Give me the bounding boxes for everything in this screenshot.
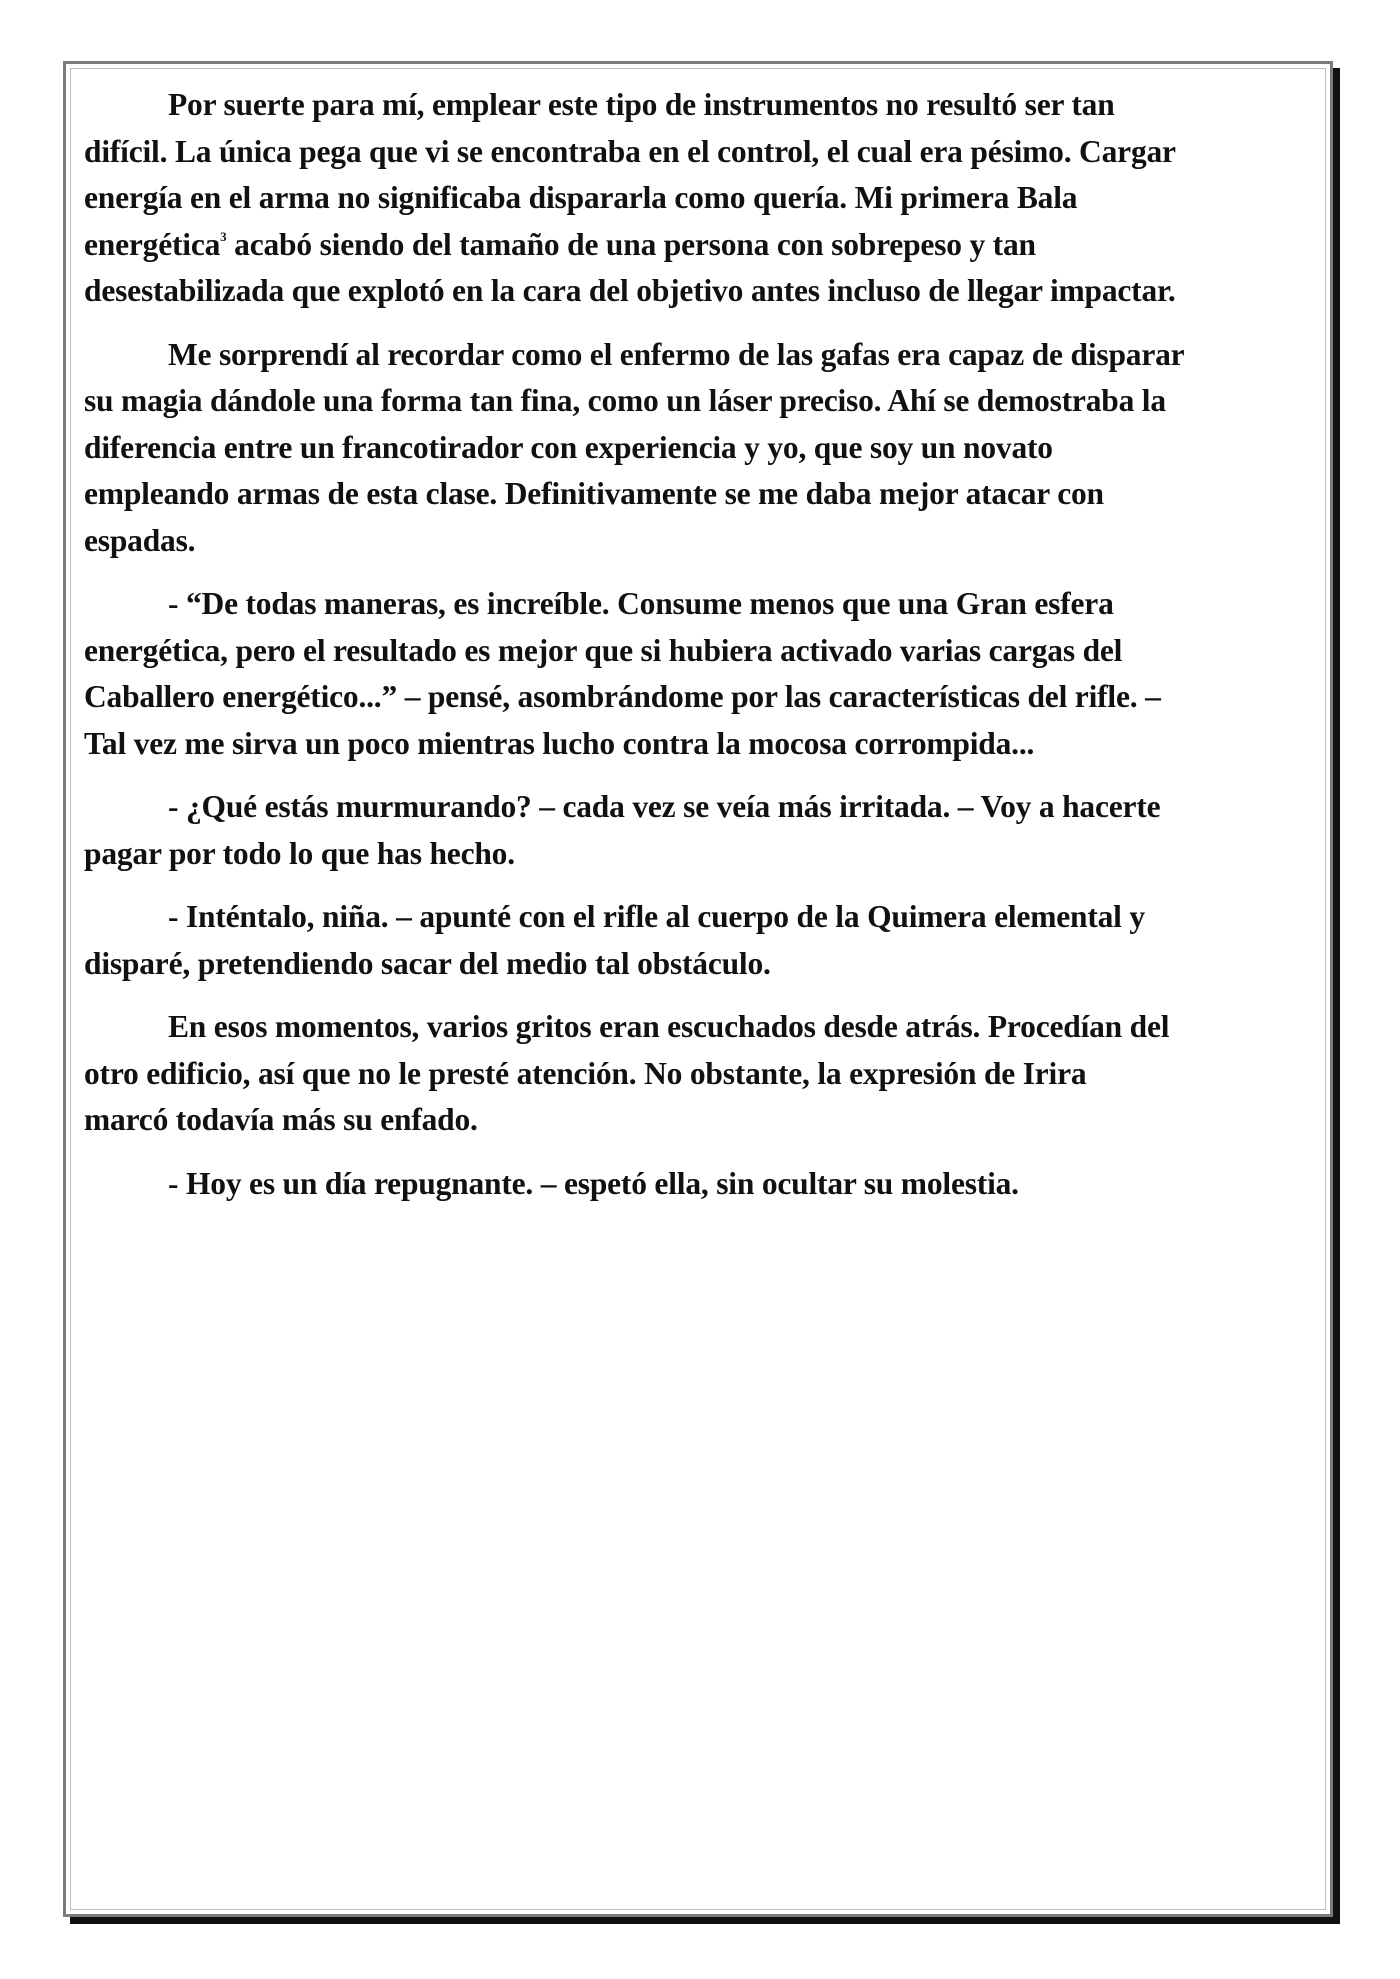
text-line: Caballero energético...” – pensé, asombrándome por las características del rifle. – (84, 679, 1161, 714)
text-segment: energética (84, 226, 221, 262)
text-line: pagar por todo lo que has hecho. (84, 835, 515, 871)
text-line: - Inténtalo, niña. – apunté con el rifle al cuerpo de la Quimera elemental y (168, 899, 1145, 934)
paragraph-7 (84, 1161, 1316, 1208)
text-line: empleando armas de esta clase. Definitivamente se me daba mejor atacar con (84, 476, 1104, 511)
footnote-marker[interactable]: 3 (220, 228, 227, 244)
paragraph-5 (84, 894, 1316, 987)
text-line: Me sorprendí al recordar como el enfermo de las gafas era capaz de disparar (168, 336, 1185, 372)
text-line: Por suerte para mí, emplear este tipo de instrumentos no resultó ser tan (168, 87, 1115, 122)
text-line: disparé, pretendiendo sacar del medio tal obstáculo. (84, 945, 771, 981)
paragraph-2 (84, 332, 1316, 565)
text-segment: acabó siendo del tamaño de una persona con sobrepeso y tan (234, 226, 1036, 262)
text-line-with-footnote (84, 222, 1316, 269)
text-line: marcó todavía más su enfado. (84, 1102, 478, 1137)
text-line: - Hoy es un día repugnante. – espetó ella, sin ocultar su molestia. (168, 1165, 1019, 1201)
text-line: diferencia entre un francotirador con experiencia y yo, que soy un novato (84, 429, 1053, 465)
text-line: Tal vez me sirva un poco mientras lucho contra la mocosa corrompida... (84, 725, 1035, 761)
text-line: - “De todas maneras, es increíble. Consume menos que una Gran esfera (168, 586, 1114, 621)
text-line: energía en el arma no significaba dispararla como quería. Mi primera Bala (84, 180, 1078, 215)
text-line: desestabilizada que explotó en la cara del objetivo antes incluso de llegar impactar. (84, 273, 1176, 308)
text-line: energética, pero el resultado es mejor que si hubiera activado varias cargas del (84, 632, 1123, 668)
paragraph-6 (84, 1004, 1316, 1144)
text-line: su magia dándole una forma tan fina, como un láser preciso. Ahí se demostraba la (84, 383, 1166, 418)
text-line: - ¿Qué estás murmurando? – cada vez se veía más irritada. – Voy a hacerte (168, 789, 1161, 824)
document-body (84, 82, 1316, 1224)
paragraph-3 (84, 581, 1316, 767)
paragraph-4 (84, 784, 1316, 877)
text-line: En esos momentos, varios gritos eran escuchados desde atrás. Procedían del (168, 1009, 1170, 1044)
text-line: otro edificio, así que no le presté atención. No obstante, la expresión de Irira (84, 1055, 1087, 1091)
text-line: difícil. La única pega que vi se encontraba en el control, el cual era pésimo. Cargar (84, 133, 1176, 169)
paragraph-1 (84, 82, 1316, 315)
text-line: espadas. (84, 522, 196, 558)
